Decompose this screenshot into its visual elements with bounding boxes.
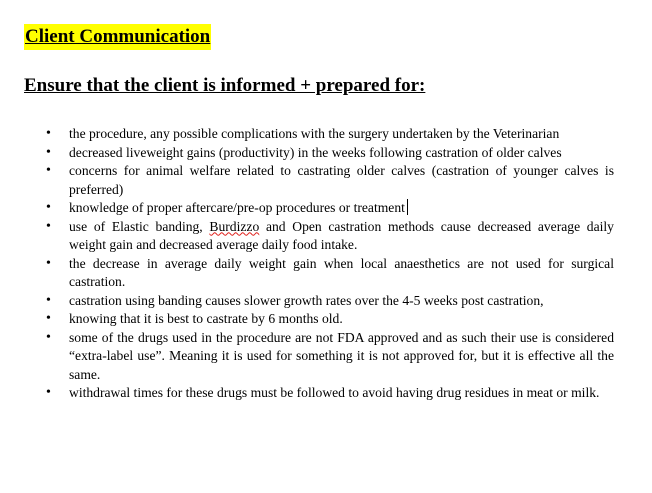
list-item-text: decreased liveweight gains (productivity) in the weeks following castration of older calves (69, 144, 562, 160)
list-item (24, 218, 614, 255)
text-cursor (407, 199, 408, 215)
list-item-text: knowing that it is best to castrate by 6 months old. (69, 311, 343, 326)
bullet-icon: • (46, 218, 51, 234)
document-body (24, 24, 614, 403)
bullet-icon: • (46, 292, 51, 308)
bullet-icon: • (46, 163, 51, 178)
list-item-text: concerns for animal welfare related to castrating older calves (castration of younger calves is preferred) (69, 163, 614, 197)
list-item (24, 292, 614, 311)
list-item (24, 329, 614, 385)
list-item-text-part: and Open castration methods cause decreased average daily weight gain and decreased average daily food intake. (69, 218, 614, 252)
list-item (24, 125, 614, 144)
bullet-icon: • (46, 126, 51, 141)
list-item-text: withdrawal times for these drugs must be followed to avoid having drug residues in meat or milk. (69, 385, 600, 400)
list-item-text: the decrease in average daily weight gain when local anaesthetics are not used for surgical castration. (69, 255, 614, 289)
bullet-icon: • (46, 144, 51, 160)
list-item (24, 144, 614, 163)
spellcheck-flagged-word[interactable]: Burdizzo (209, 218, 260, 234)
list-item (24, 162, 614, 199)
bullet-icon: • (46, 255, 51, 271)
document-title-row (24, 24, 614, 50)
list-item (24, 255, 614, 292)
bullet-icon: • (46, 385, 51, 400)
bullet-list (24, 125, 614, 403)
bullet-icon: • (46, 329, 51, 345)
list-item-text (69, 219, 614, 253)
list-item (24, 310, 614, 329)
list-item-text: castration using banding causes slower growth rates over the 4-5 weeks post castration, (69, 292, 544, 308)
list-item-text: knowledge of proper aftercare/pre-op procedures or treatment (69, 200, 405, 215)
list-item-text: the procedure, any possible complications with the surgery undertaken by the Veterinarian (69, 126, 560, 141)
list-item-text: some of the drugs used in the procedure are not FDA approved and as such their use is considered “extra-label use”. Meaning it is used for something it is not approved for, but it is effective all the same. (69, 329, 614, 382)
list-item-text-part: use of Elastic banding, (69, 218, 210, 234)
bullet-icon: • (46, 200, 51, 215)
bullet-icon: • (46, 311, 51, 326)
document-title: Client Communication (24, 24, 211, 50)
list-item (24, 384, 614, 403)
document-subtitle: Ensure that the client is informed + prepared for: (24, 75, 426, 96)
list-item (24, 199, 614, 218)
